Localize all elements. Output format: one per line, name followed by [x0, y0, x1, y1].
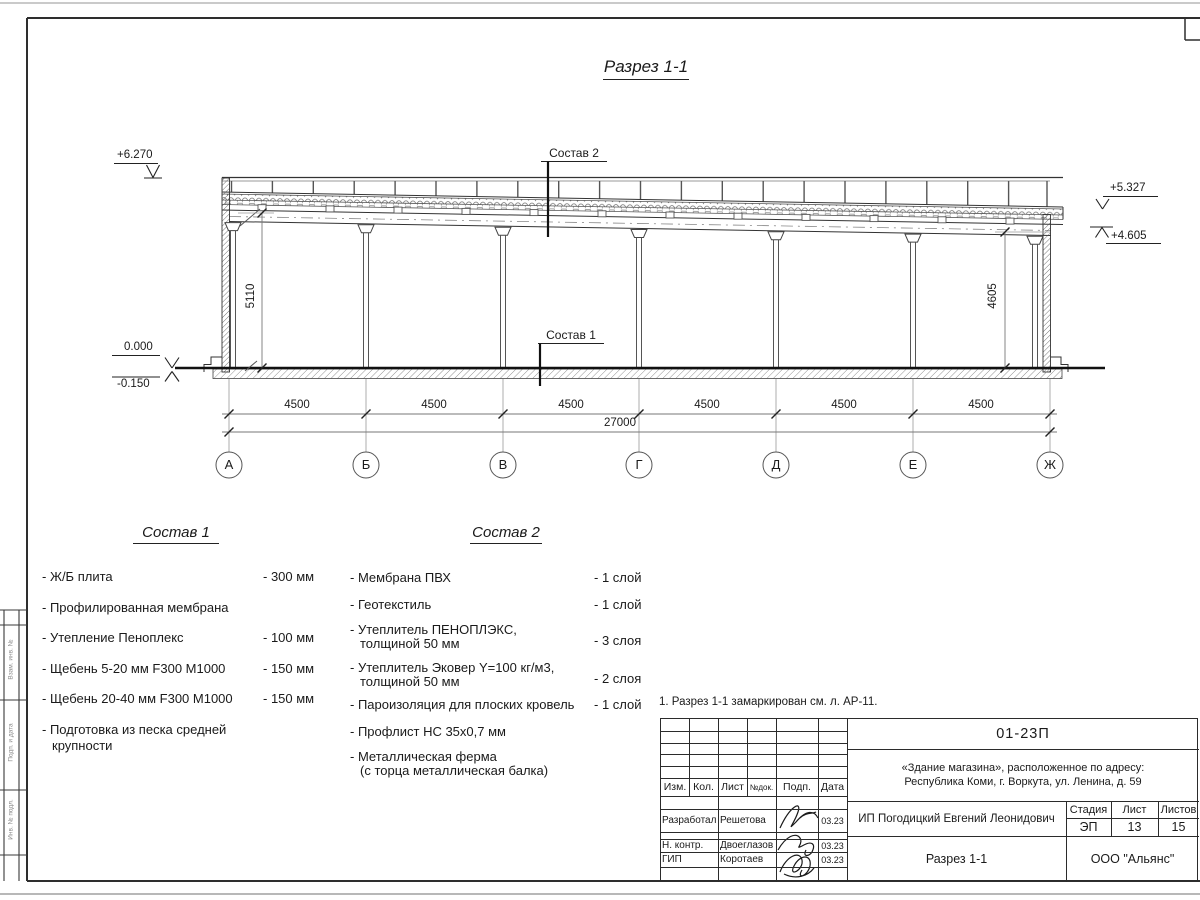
spec-item-value: - 1 слой [594, 597, 642, 612]
tb-stage-label: Стадия [1069, 803, 1108, 816]
tb-col-izm: Изм. [663, 781, 687, 793]
tb-company: ООО "Альянс" [1090, 852, 1175, 866]
axis-bubble-v: В [498, 457, 508, 472]
spec-item-line2: толщиной 50 мм [360, 674, 460, 689]
spec-item: - Утеплитель ПЕНОПЛЭКС, [350, 622, 517, 637]
spec-item-value: - 150 мм [263, 691, 315, 706]
axis-bubble-d: Д [771, 457, 781, 472]
spec-item-line2: толщиной 50 мм [360, 636, 460, 651]
tb-date-gip: 03.23 [821, 854, 844, 865]
floor-group [175, 361, 1105, 379]
dim-height-left: 5110 [245, 283, 257, 309]
spec-item: - Профилированная мембрана [42, 600, 229, 615]
tb-sheet-value: 13 [1127, 820, 1142, 834]
spec-2-title: Состав 2 [470, 524, 542, 544]
tb-name-ncontrol: Двоеглазов [720, 840, 774, 851]
page-title: Разрез 1-1 [603, 57, 689, 80]
tb-role-ncontrol: Н. контр. [662, 840, 704, 851]
spec-item: - Металлическая ферма [350, 749, 497, 764]
axis-bubble-g: Г [635, 457, 643, 472]
elevation-beam-right: +4.605 [1111, 230, 1147, 242]
spec-item: - Пароизоляция для плоских кровель [350, 697, 575, 712]
spec-item: - Подготовка из песка средней [42, 722, 227, 737]
tb-col-data: Дата [820, 781, 845, 793]
tb-col-podp: Подп. [783, 781, 811, 793]
side-stamp-label-inv: Инв. № подл. [7, 799, 15, 840]
tb-col-list: Лист [721, 781, 744, 793]
roof-group [222, 178, 1063, 236]
spec-item-value: - 300 мм [263, 569, 315, 584]
title-block [660, 718, 1198, 881]
elevation-minus: -0.150 [117, 378, 150, 390]
spec-item-value: - 1 слой [594, 570, 642, 585]
dim-total: 27000 [604, 417, 636, 429]
tb-role-gip: ГИП [662, 854, 682, 865]
tb-drawing-name: Разрез 1-1 [925, 852, 988, 866]
tb-stage-value: ЭП [1079, 820, 1098, 834]
tb-name-gip: Коротаев [720, 854, 764, 865]
tb-object-line2: Республика Коми, г. Воркута, ул. Ленина, д. 59 [904, 776, 1142, 788]
spec-item-line2: (с торца металлическая балка) [360, 763, 549, 778]
columns-group [225, 223, 1043, 368]
callout-sostav1: Состав 1 [546, 328, 596, 342]
side-stamp-label-vzam: Взам. инв. № [7, 639, 15, 680]
spec-item: - Профлист НС 35х0,7 мм [350, 724, 506, 739]
tb-date-ncontrol: 03.23 [821, 840, 844, 851]
tb-role-developer: Разработал [662, 815, 717, 826]
tb-sheet-label: Лист [1122, 803, 1147, 816]
dim-height-right: 4605 [987, 283, 999, 309]
tb-client: ИП Погодицкий Евгений Леонидович [858, 812, 1055, 825]
axis-bubble-e: Е [908, 457, 918, 472]
spec-item: - Геотекстиль [350, 597, 432, 612]
spec-item: - Утепление Пеноплекс [42, 630, 184, 645]
elevation-zero: 0.000 [124, 341, 153, 353]
dim-bay: 4500 [421, 399, 447, 411]
tb-doc-number: 01-23П [996, 726, 1050, 742]
axis-bubble-zh: Ж [1043, 457, 1056, 472]
callout-sostav2: Состав 2 [549, 146, 599, 160]
side-stamp-label-podp: Подп. и дата [7, 723, 15, 762]
spec-item: - Щебень 5-20 мм F300 М1000 [42, 661, 226, 676]
tb-date-developer: 03.23 [821, 815, 844, 826]
tb-col-ndok: №док. [749, 782, 774, 792]
spec-item: - Щебень 20-40 мм F300 М1000 [42, 691, 233, 706]
spec-item-value: - 2 слоя [594, 671, 642, 686]
dim-bay: 4500 [968, 399, 994, 411]
spec-item-value: - 3 слоя [594, 633, 642, 648]
tb-name-developer: Решетова [720, 815, 766, 826]
dimensions-group [222, 209, 1057, 453]
tb-object-line1: «Здание магазина», расположенное по адресу: [901, 762, 1145, 774]
dim-bay: 4500 [831, 399, 857, 411]
dim-bay: 4500 [558, 399, 584, 411]
spec-item: - Утеплитель Эковер Y=100 кг/м3, [350, 660, 555, 675]
callout-leaders-group [538, 162, 607, 387]
elevation-roof-right: +5.327 [1110, 182, 1146, 194]
spec-item: - Ж/Б плита [42, 569, 113, 584]
tb-sheets-label: Листов [1160, 803, 1197, 816]
spec-item-value: - 1 слой [594, 697, 642, 712]
dim-bay: 4500 [284, 399, 310, 411]
sheet-note: 1. Разрез 1-1 замаркирован см. л. АР-11. [659, 696, 878, 708]
axis-bubble-b: Б [361, 457, 371, 472]
spec-item-line2: крупности [52, 738, 113, 753]
spec-item-value: - 100 мм [263, 630, 315, 645]
spec-item-value: - 150 мм [263, 661, 315, 676]
elevation-top-left: +6.270 [117, 149, 153, 161]
tb-col-kol: Кол. [693, 781, 714, 793]
spec-item: - Мембрана ПВХ [350, 570, 451, 585]
tb-object-name [847, 749, 1199, 801]
dim-bay: 4500 [694, 399, 720, 411]
spec-1-title: Состав 1 [133, 524, 219, 544]
axis-bubble-a: А [224, 457, 234, 472]
tb-sheets-value: 15 [1171, 820, 1186, 834]
